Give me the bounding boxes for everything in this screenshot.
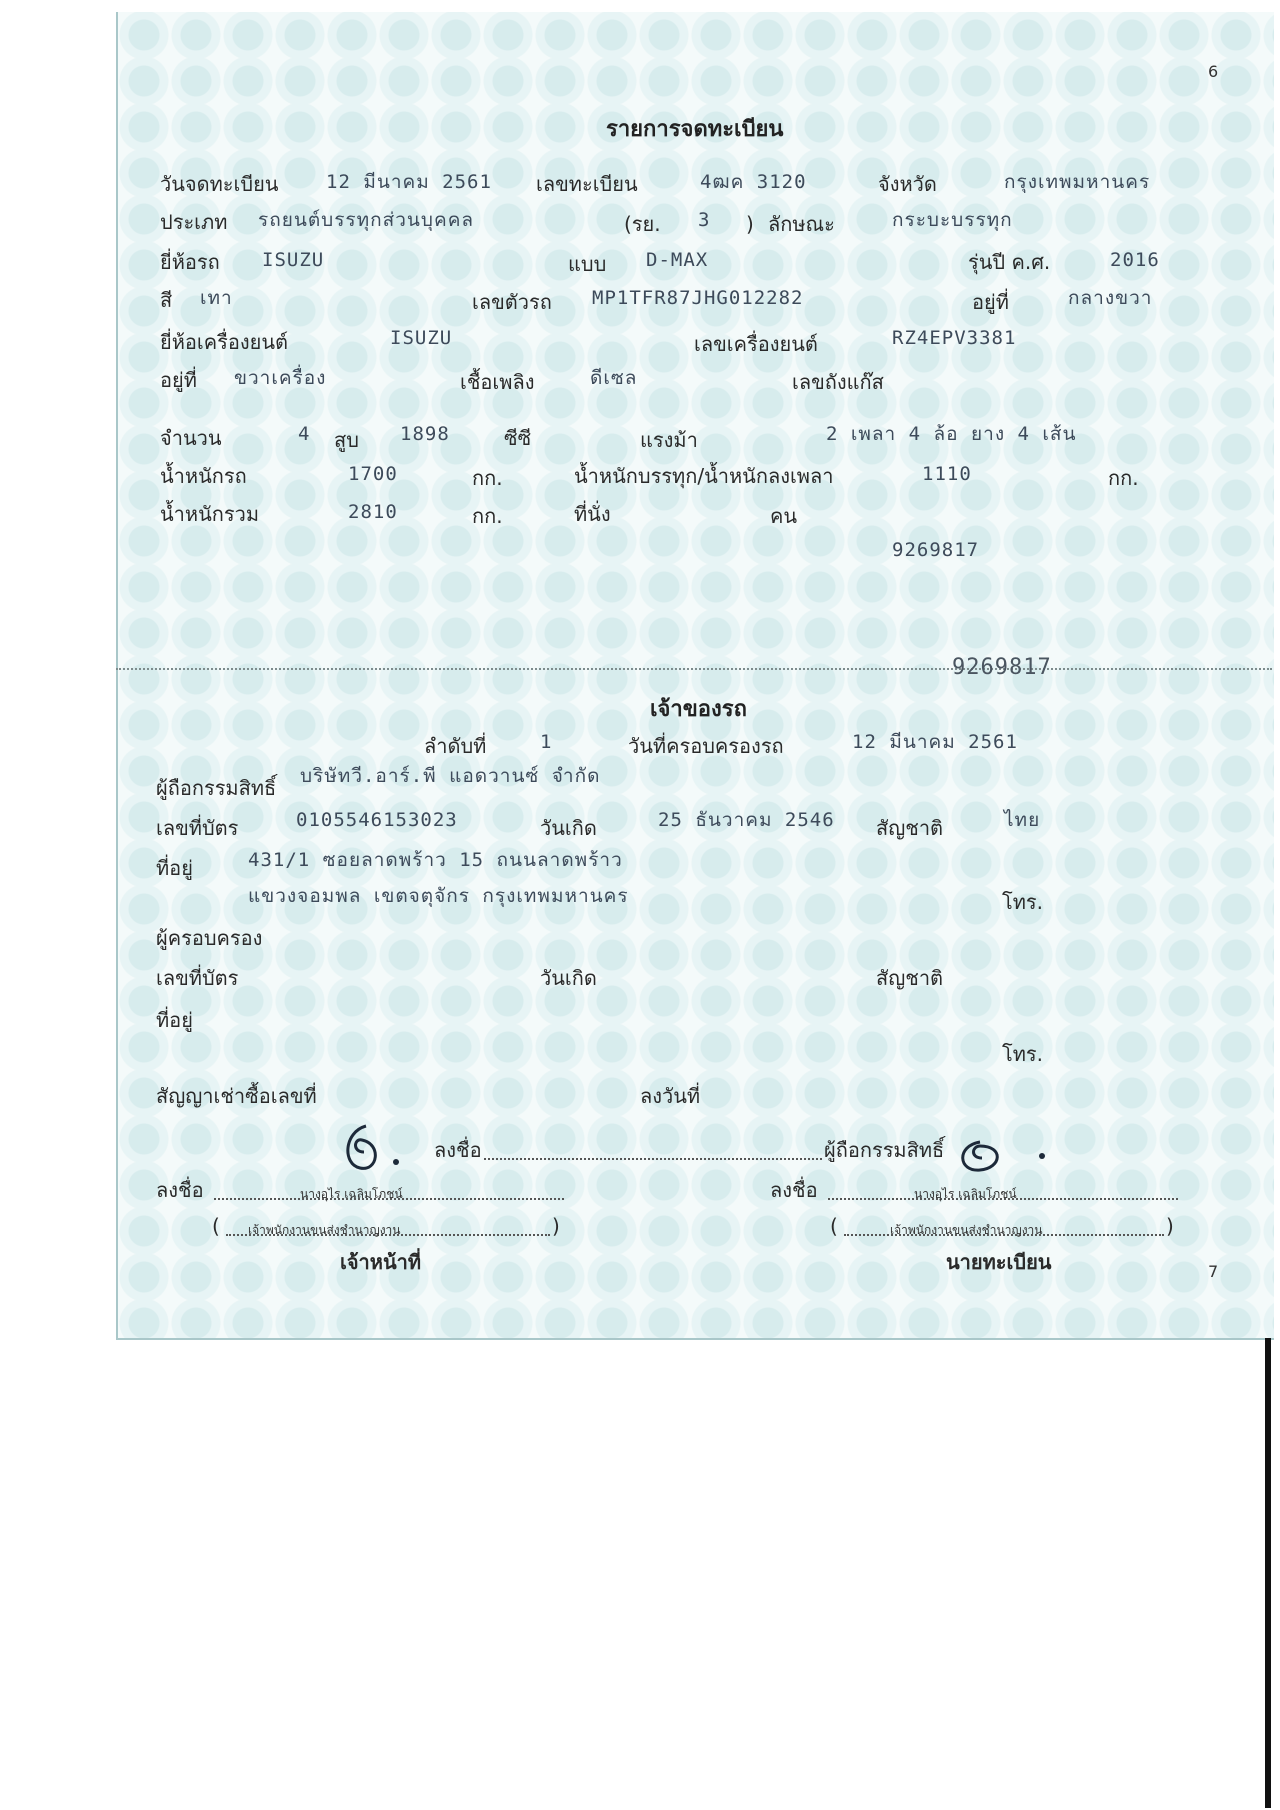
engine-no-value: RZ4EPV3381 <box>892 327 1017 349</box>
page-number-top: 6 <box>1208 62 1219 81</box>
chassis-label: เลขตัวรถ <box>472 290 552 314</box>
ry-close: ) <box>746 212 754 236</box>
owner-addr-line1: 431/1 ซอยลาดพร้าว 15 ถนนลาดพร้าว <box>248 849 623 871</box>
chassis-loc-value: กลางขวา <box>1068 287 1153 309</box>
possessor-dob-label: วันเกิด <box>540 966 597 990</box>
engine-brand-label: ยี่ห้อเครื่องยนต์ <box>160 330 289 354</box>
cylinder-unit: สูบ <box>334 428 359 452</box>
cylinders-value: 4 <box>298 423 311 445</box>
reg-date-value: 12 มีนาคม 2561 <box>326 171 492 193</box>
fuel-label: เชื้อเพลิง <box>460 370 535 394</box>
registrar-role: นายทะเบียน <box>946 1250 1052 1274</box>
load-label: น้ำหนักบรรทุก/น้ำหนักลงเพลา <box>574 464 834 488</box>
registration-title: รายการจดทะเบียน <box>606 117 784 142</box>
weight-value: 1700 <box>348 463 398 485</box>
chassis-value: MP1TFR87JHG012282 <box>592 287 804 309</box>
owner-addr-label: ที่อยู่ <box>156 856 193 880</box>
official-role: เจ้าหน้าที่ <box>340 1250 422 1274</box>
order-value: 1 <box>540 731 553 753</box>
plate-value: 4ฒค 3120 <box>700 171 807 193</box>
official-title-stamp: เจ้าพนักงานขนส่งชำนาญงาน <box>248 1223 401 1237</box>
model-value: D-MAX <box>646 249 709 271</box>
ry-label: (รย. <box>624 212 661 236</box>
province-value: กรุงเทพมหานคร <box>1004 171 1151 193</box>
reg-date-label: วันจดทะเบียน <box>160 172 279 196</box>
registrar-sign-label: ลงชื่อ <box>770 1178 818 1202</box>
weight-unit: กก. <box>472 466 503 490</box>
ry-value: 3 <box>698 209 711 231</box>
holder-label: ผู้ถือกรรมสิทธิ์ <box>156 776 277 800</box>
scan-edge <box>1265 1338 1271 1808</box>
style-value: กระบะบรรทุก <box>892 209 1013 231</box>
owner-nat-value: ไทย <box>1004 809 1041 831</box>
count-label: จำนวน <box>160 426 222 450</box>
holder-signature-right <box>950 1128 1060 1178</box>
year-label: รุ่นปี ค.ศ. <box>968 250 1051 274</box>
owner-title: เจ้าของรถ <box>650 697 747 722</box>
holder-role-label: ผู้ถือกรรมสิทธิ์ <box>824 1138 945 1162</box>
plate-label: เลขทะเบียน <box>536 172 638 196</box>
possessor-id-label: เลขที่บัตร <box>156 966 239 990</box>
load-unit: กก. <box>1108 466 1139 490</box>
owner-dob-label: วันเกิด <box>540 816 597 840</box>
possession-label: วันที่ครอบครองรถ <box>628 734 784 758</box>
brand-value: ISUZU <box>262 249 325 271</box>
model-label: แบบ <box>568 252 607 276</box>
owner-tel-label: โทร. <box>1002 890 1044 914</box>
registrar-name-stamp: นางอุไร เฉลิมโภชน์ <box>914 1187 1017 1201</box>
lease-date-label: ลงวันที่ <box>640 1084 701 1108</box>
engine-loc-label: อยู่ที่ <box>160 368 197 392</box>
possession-date: 12 มีนาคม 2561 <box>852 731 1018 753</box>
holder-sign-line <box>484 1158 822 1160</box>
cc-unit: ซีซี <box>504 426 532 450</box>
engine-loc-value: ขวาเครื่อง <box>234 367 327 389</box>
registrar-close-paren: ) <box>1166 1214 1174 1238</box>
brand-label: ยี่ห้อรถ <box>160 250 220 274</box>
engine-no-label: เลขเครื่องยนต์ <box>694 332 818 356</box>
year-value: 2016 <box>1110 249 1160 271</box>
holder-value: บริษัทวี.อาร์.พี แอดวานซ์ จำกัด <box>300 765 601 787</box>
total-label: น้ำหนักรวม <box>160 502 260 526</box>
registrar-open-paren: ( <box>830 1214 838 1238</box>
serial-value: 9269817 <box>892 539 980 561</box>
fold-serial: 9269817 <box>952 655 1052 680</box>
color-value: เทา <box>200 287 233 309</box>
load-value: 1110 <box>922 463 972 485</box>
cc-value: 1898 <box>400 423 450 445</box>
official-close-paren: ) <box>552 1214 560 1238</box>
type-value: รถยนต์บรรทุกส่วนบุคคล <box>258 209 475 231</box>
owner-id-value: 0105546153023 <box>296 809 458 831</box>
hp-label: แรงม้า <box>640 428 698 452</box>
seats-label: ที่นั่ง <box>574 502 611 526</box>
owner-id-label: เลขที่บัตร <box>156 816 239 840</box>
color-label: สี <box>160 288 173 312</box>
fuel-value: ดีเซล <box>590 367 638 389</box>
total-unit: กก. <box>472 504 503 528</box>
fold-line <box>116 668 1272 670</box>
holder-sign-label: ลงชื่อ <box>434 1138 482 1162</box>
registrar-title-stamp: เจ้าพนักงานขนส่งชำนาญงาน <box>890 1223 1043 1237</box>
province-label: จังหวัด <box>878 172 937 196</box>
owner-addr-line2: แขวงจอมพล เขตจตุจักร กรุงเทพมหานคร <box>248 885 629 907</box>
possessor-addr-label: ที่อยู่ <box>156 1008 193 1032</box>
possessor-tel-label: โทร. <box>1002 1042 1044 1066</box>
seats-unit: คน <box>770 504 798 528</box>
owner-dob-value: 25 ธันวาคม 2546 <box>658 809 835 831</box>
total-value: 2810 <box>348 501 398 523</box>
holder-signature-left <box>326 1118 416 1178</box>
lease-label: สัญญาเช่าซื้อเลขที่ <box>156 1084 317 1108</box>
order-label: ลำดับที่ <box>424 734 487 758</box>
official-name-stamp: นางอุไร เฉลิมโภชน์ <box>300 1187 403 1201</box>
owner-nat-label: สัญชาติ <box>876 816 944 840</box>
engine-brand-value: ISUZU <box>390 327 453 349</box>
possessor-label: ผู้ครอบครอง <box>156 926 263 950</box>
official-open-paren: ( <box>212 1214 220 1238</box>
possessor-nat-label: สัญชาติ <box>876 966 944 990</box>
gas-tank-label: เลขถังแก๊ส <box>792 370 884 394</box>
type-label: ประเภท <box>160 210 228 234</box>
weight-label: น้ำหนักรถ <box>160 464 247 488</box>
official-sign-label: ลงชื่อ <box>156 1178 204 1202</box>
page-number-bottom: 7 <box>1208 1262 1219 1281</box>
style-label: ลักษณะ <box>768 212 835 236</box>
axles-value: 2 เพลา 4 ล้อ ยาง 4 เส้น <box>826 423 1077 445</box>
chassis-loc-label: อยู่ที่ <box>972 290 1009 314</box>
